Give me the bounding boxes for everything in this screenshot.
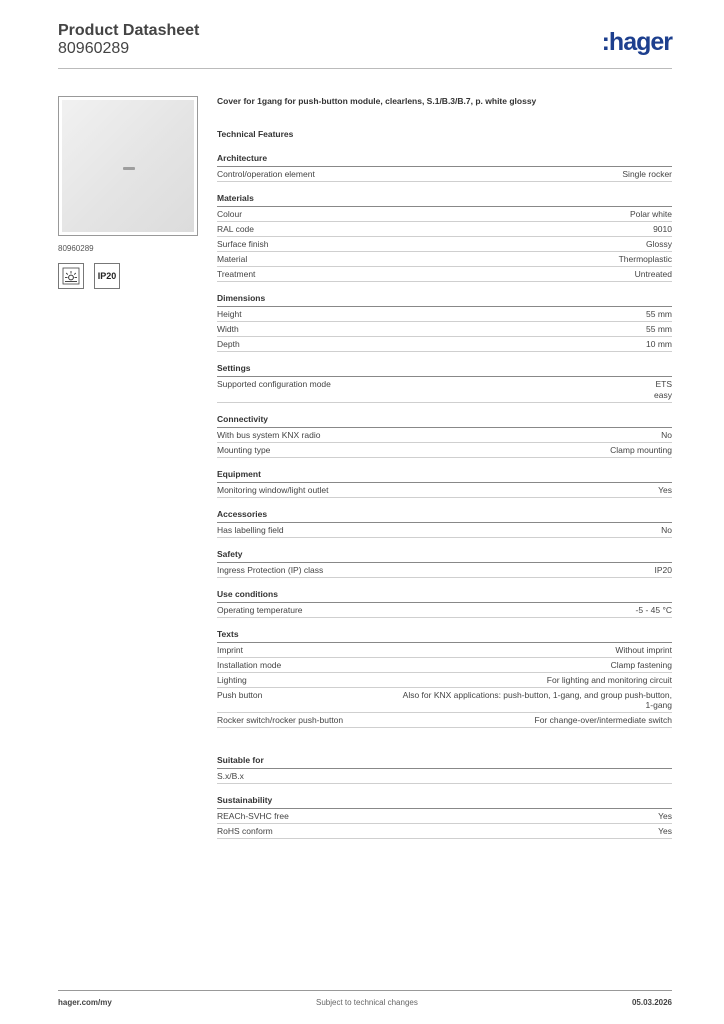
spec-label: Operating temperature bbox=[217, 604, 303, 615]
section-settings bbox=[217, 363, 672, 403]
section-title: Connectivity bbox=[217, 414, 672, 428]
spec-row bbox=[217, 688, 672, 714]
spec-row bbox=[217, 377, 672, 403]
section-safety bbox=[217, 549, 672, 578]
spec-value: Polar white bbox=[629, 209, 672, 219]
extra-sections bbox=[217, 755, 672, 839]
spec-value: Clamp fastening bbox=[610, 659, 672, 670]
spec-label: Control/operation element bbox=[217, 169, 315, 179]
section-title: Architecture bbox=[217, 153, 672, 167]
spec-value: 9010 bbox=[653, 224, 672, 234]
spec-label: Imprint bbox=[217, 644, 243, 655]
footer-website: hager.com/my bbox=[58, 998, 112, 1007]
image-caption: 80960289 bbox=[58, 244, 94, 253]
spec-row bbox=[217, 167, 672, 182]
spec-row bbox=[217, 603, 672, 618]
spec-value: Single rocker bbox=[622, 169, 672, 179]
spec-row bbox=[217, 673, 672, 688]
product-id: 80960289 bbox=[58, 40, 130, 57]
spec-label: REACh-SVHC free bbox=[217, 811, 289, 821]
spec-label: Colour bbox=[217, 209, 243, 219]
section-title: Equipment bbox=[217, 469, 672, 483]
section-dimensions bbox=[217, 293, 672, 352]
section-suitable-for bbox=[217, 755, 672, 784]
spec-label: Width bbox=[217, 324, 239, 334]
spec-label: Push button bbox=[217, 689, 263, 700]
lamp-bulb-icon bbox=[58, 263, 84, 289]
spec-row bbox=[217, 563, 672, 578]
spec-label: Ingress Protection (IP) class bbox=[217, 564, 324, 575]
spec-value: Clamp mounting bbox=[610, 444, 672, 455]
light-outlet-window bbox=[123, 167, 135, 170]
feature-sections bbox=[217, 153, 672, 728]
spec-value: No bbox=[661, 524, 672, 535]
spec-label: Monitoring window/light outlet bbox=[217, 484, 329, 495]
technical-features-heading: Technical Features bbox=[217, 129, 294, 139]
spec-label: Rocker switch/rocker push-button bbox=[217, 715, 344, 725]
spec-value: For change-over/intermediate switch bbox=[534, 715, 672, 725]
section-title: Dimensions bbox=[217, 293, 672, 307]
spec-value: For lighting and monitoring circuit bbox=[546, 674, 672, 685]
section-equipment bbox=[217, 469, 672, 498]
section-use-conditions bbox=[217, 589, 672, 618]
spec-value: -5 - 45 °C bbox=[635, 604, 672, 615]
spec-row bbox=[217, 252, 672, 267]
ip20-badge: IP20 bbox=[94, 263, 120, 289]
spec-row bbox=[217, 337, 672, 352]
product-description: Cover for 1gang for push-button module, clearlens, S.1/B.3/B.7, p. white glossy bbox=[217, 96, 537, 106]
page-header bbox=[58, 22, 199, 58]
spec-value: Thermoplastic bbox=[618, 254, 672, 264]
spec-row bbox=[217, 322, 672, 337]
spec-value: No bbox=[661, 429, 672, 440]
section-title: Settings bbox=[217, 363, 672, 377]
spec-row bbox=[217, 483, 672, 498]
spec-label: RoHS conform bbox=[217, 826, 273, 836]
spec-label: Has labelling field bbox=[217, 524, 284, 535]
spec-row bbox=[217, 643, 672, 658]
spec-value: 55 mm bbox=[646, 309, 672, 319]
section-title: Accessories bbox=[217, 509, 672, 523]
spec-value: Glossy bbox=[646, 239, 672, 249]
spec-row bbox=[217, 769, 672, 784]
spec-row bbox=[217, 658, 672, 673]
spec-label: Material bbox=[217, 254, 248, 264]
technical-content bbox=[217, 96, 672, 850]
footer-date: 05.03.2026 bbox=[631, 998, 672, 1007]
spec-label: Installation mode bbox=[217, 659, 282, 670]
spec-value: Yes bbox=[658, 484, 672, 495]
section-connectivity bbox=[217, 414, 672, 458]
section-title: Sustainability bbox=[217, 795, 672, 809]
spec-label: Surface finish bbox=[217, 239, 269, 249]
spec-label: Height bbox=[217, 309, 242, 319]
certification-icons bbox=[58, 263, 198, 289]
footer-divider bbox=[58, 990, 672, 991]
spec-label: Treatment bbox=[217, 269, 256, 279]
spec-value: ETS easy bbox=[654, 379, 672, 400]
section-accessories bbox=[217, 509, 672, 538]
spec-value: 55 mm bbox=[646, 324, 672, 334]
spec-row bbox=[217, 207, 672, 222]
hager-logo: :hager bbox=[601, 28, 672, 56]
header-divider bbox=[58, 68, 672, 69]
spec-row bbox=[217, 523, 672, 538]
footer-disclaimer: Subject to technical changes bbox=[316, 998, 418, 1007]
section-sustainability bbox=[217, 795, 672, 839]
spec-row bbox=[217, 267, 672, 282]
section-architecture bbox=[217, 153, 672, 182]
product-image-frame bbox=[58, 96, 198, 236]
spec-row bbox=[217, 222, 672, 237]
spec-label: Depth bbox=[217, 339, 240, 349]
section-materials bbox=[217, 193, 672, 282]
product-image bbox=[62, 100, 194, 232]
spec-value: 10 mm bbox=[646, 339, 672, 349]
spec-label: With bus system KNX radio bbox=[217, 429, 321, 440]
page-title: Product Datasheet bbox=[58, 22, 200, 39]
spec-value: Without imprint bbox=[615, 644, 672, 655]
spec-label: Supported configuration mode bbox=[217, 379, 331, 389]
spec-row bbox=[217, 809, 672, 824]
spec-value: Untreated bbox=[634, 269, 672, 279]
section-title: Suitable for bbox=[217, 755, 672, 769]
spec-row bbox=[217, 713, 672, 728]
section-title: Safety bbox=[217, 549, 672, 563]
spec-row bbox=[217, 307, 672, 322]
section-title: Materials bbox=[217, 193, 672, 207]
spec-row bbox=[217, 443, 672, 458]
spec-row bbox=[217, 428, 672, 443]
spec-row bbox=[217, 824, 672, 839]
product-panel bbox=[58, 96, 198, 289]
spec-value: Yes bbox=[658, 826, 672, 836]
spec-row bbox=[217, 237, 672, 252]
spec-value: Yes bbox=[658, 811, 672, 821]
section-title: Texts bbox=[217, 629, 672, 643]
section-title: Use conditions bbox=[217, 589, 672, 603]
spec-value: IP20 bbox=[654, 564, 672, 575]
spec-label: RAL code bbox=[217, 224, 255, 234]
spec-label: Lighting bbox=[217, 674, 247, 685]
spec-value: Also for KNX applications: push-button, 1-gang, and group push-button, 1-gang bbox=[402, 689, 672, 710]
spec-label: Mounting type bbox=[217, 444, 271, 455]
section-texts bbox=[217, 629, 672, 729]
spec-label: S.x/B.x bbox=[217, 771, 244, 781]
